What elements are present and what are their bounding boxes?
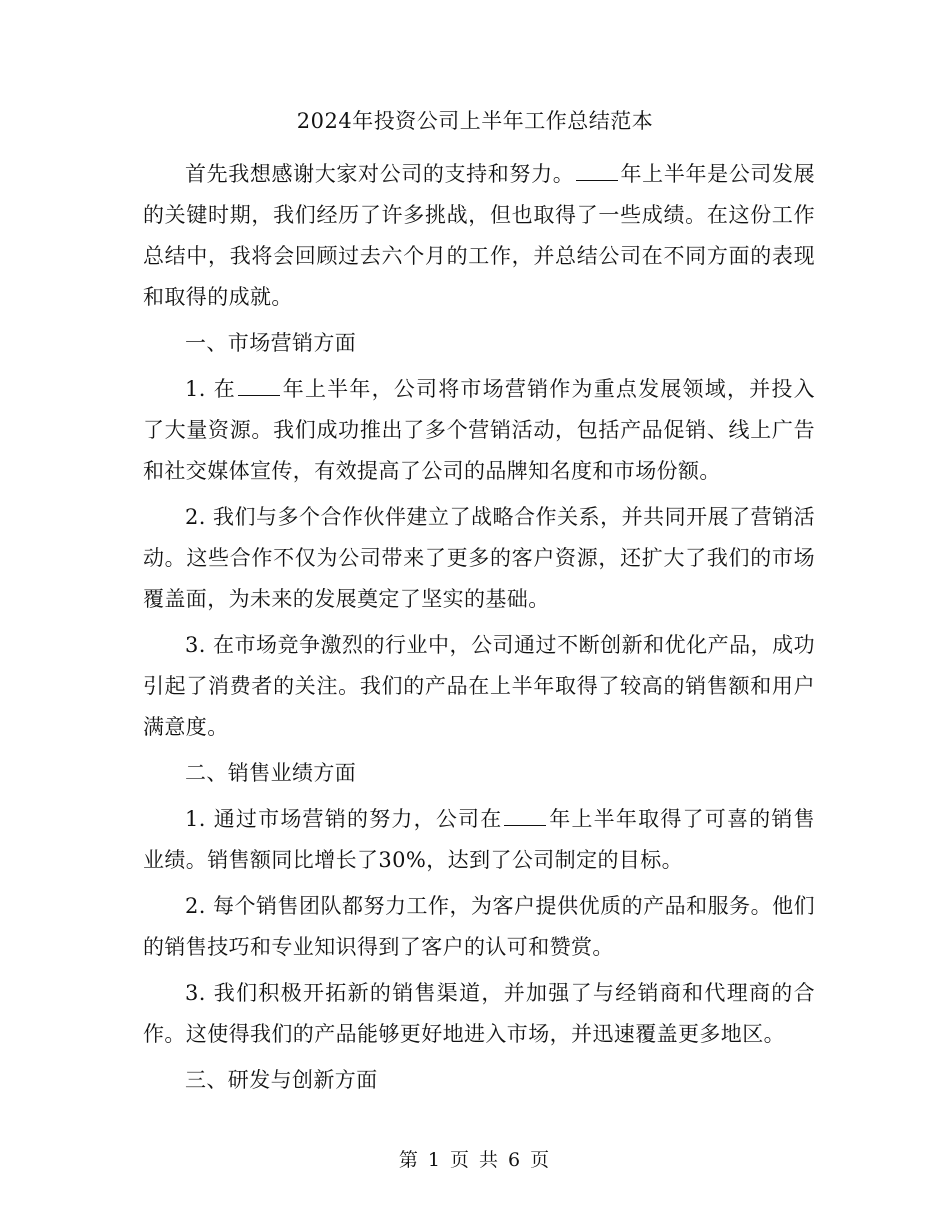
year-blank <box>504 805 546 826</box>
section-heading-sales: 二、销售业绩方面 <box>185 761 357 785</box>
marketing-paragraph-3: 3. 在市场竞争激烈的行业中，公司通过不断创新和优化产品，成功引起了消费者的关注。我们的产品在上半年取得了较高的销售额和用户满意度。 <box>143 633 815 739</box>
marketing-paragraph-2: 2. 我们与多个合作伙伴建立了战略合作关系，并共同开展了营销活动。这些合作不仅为公司带来了更多的客户资源，还扩大了我们的市场覆盖面，为未来的发展奠定了坚实的基础。 <box>143 505 815 611</box>
sales-paragraph-2: 2. 每个销售团队都努力工作，为客户提供优质的产品和服务。他们的销售技巧和专业知识得到了客户的认可和赞赏。 <box>143 894 815 959</box>
document-title: 2024年投资公司上半年工作总结范本 <box>296 109 654 133</box>
marketing-p1-end: 年上半年，公司将市场营销作为重点发展领域，并投入了大量资源。我们成功推出了多个营销活动，包括产品促销、线上广告和社交媒体宣传，有效提高了公司的品牌知名度和市场份额。 <box>143 377 815 483</box>
document-body <box>143 154 815 1106</box>
intro-text-start: 首先我想感谢大家对公司的支持和努力。 <box>185 162 575 186</box>
year-blank <box>238 375 280 396</box>
sales-p1-start: 1. 通过市场营销的努力，公司在 <box>185 807 503 831</box>
sales-p1-end: 年上半年取得了可喜的销售业绩。销售额同比增长了30%，达到了公司制定的目标。 <box>143 807 815 872</box>
section-heading-marketing: 一、市场营销方面 <box>185 331 357 355</box>
intro-text-end: 年上半年是公司发展的关键时期，我们经历了许多挑战，但也取得了一些成绩。在这份工作总结中，我将会回顾过去六个月的工作，并总结公司在不同方面的表现和取得的成就。 <box>143 162 815 309</box>
intro-paragraph <box>143 154 815 318</box>
year-blank <box>576 160 618 181</box>
marketing-p1-start: 1. 在 <box>185 377 236 401</box>
section-heading-rnd: 三、研发与创新方面 <box>185 1068 378 1092</box>
marketing-paragraph-1 <box>143 369 815 492</box>
page-footer: 第 1 页 共 6 页 <box>398 1149 552 1171</box>
sales-paragraph-3: 3. 我们积极开拓新的销售渠道，并加强了与经销商和代理商的合作。这使得我们的产品能够更好地进入市场，并迅速覆盖更多地区。 <box>143 981 815 1046</box>
sales-paragraph-1 <box>143 799 815 881</box>
